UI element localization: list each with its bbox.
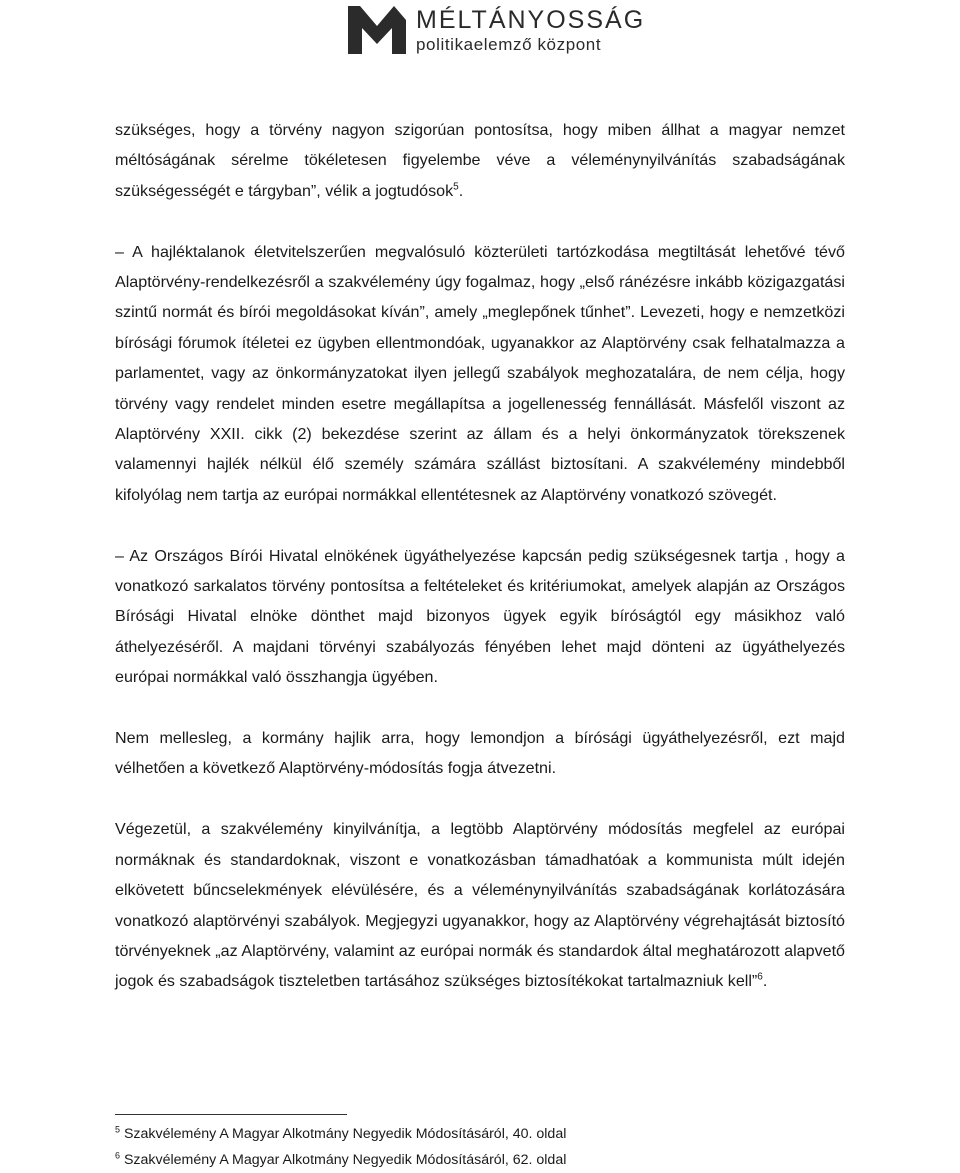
paragraph-3: – Az Országos Bírói Hivatal elnökének ügyáthelyezése kapcsán pedig szükségesnek tartja , hogy a vonatkozó sarkalatos törvény pontosítsa a feltételeket és kritériumokat, amelyek alapján az Országos Bírósági Hivatal elnöke dönthet majd bizonyos ügyek egyik bíróságtól egy másikhoz való áthelyezéséről. A majdani törvényi szabályozás fényében lehet majd dönteni az ügyáthelyezés európai normákkal való összhangja ügyében. [115,546,845,687]
footnote-6: $^6$ Szakvélemény A Magyar Alkotmány Negyedik Módosításáról, 62. oldal [115,1150,567,1168]
page-header [348,6,645,54]
meltanyossag-logo-icon [348,6,406,54]
brand-tagline: politikaelemző központ [416,35,602,54]
footnote-ref-6: 6 [757,971,763,983]
footnotes [115,1121,845,1173]
paragraph-5: Végezetül, a szakvélemény kinyilvánítja, a legtöbb Alaptörvény módosítás megfelel az európai normáknak és standardoknak, viszont e vonatkozásban támadhatóak a kommunista múlt idején elkövetett bűncselekmények elévülésére, és a véleménynyilvánítás szabadságának korlátozására vonatkozó alaptörvényi szabályok. Megjegyzi ugyanakkor, hogy az Alaptörvény végrehajtását biztosító törvényeknek „az Alaptörvény, valamint az európai normák és standardok által meghatározott alapvető jogok és szabadságok tiszteletben tartásához szükséges biztosítékokat tartalmazniuk kell”$^6$. [115,820,845,991]
logo-text [416,6,645,55]
paragraph-1: szükséges, hogy a törvény nagyon szigorúan pontosítsa, hogy miben állhat a magyar nemzet méltóságának sérelme tökéletesen figyelembe véve a véleménynyilvánítás szabadságának szükségességét e tárgyban”, vélik a jogtudósok$^5$. [115,121,845,200]
paragraph-2: – A hajléktalanok életvitelszerűen megvalósuló közterületi tartózkodása megtiltását lehetővé tévő Alaptörvény-rendelkezésről a szakvélemény úgy fogalmaz, hogy „első ránézésre inkább közigazgatási szintű normát és bírói megoldásokat kíván”, amely „meglepőnek tűnhet”. Levezeti, hogy e nemzetközi bírósági fórumok ítéletei ez ügyben ellentmondóak, ugyanakkor az Alaptörvény csak felhatalmazza a parlamentet, vagy az önkormányzatokat ilyen jellegű szabályok meghozatalára, de nem célja, hogy törvény vagy rendelet minden esetre megállapítsa a jogellenesség fennállását. Másfelől viszont az Alaptörvény XXII. cikk (2) bekezdése szerint az állam és a helyi önkormányzatok törekszenek valamennyi hajlék nélkül élő személy számára szállást biztosítani. A szakvélemény mindebből kifolyólag nem tartja az európai normákkal ellentétesnek az Alaptörvény vonatkozó szövegét. [115,242,845,504]
footnote-ref-5: 5 [453,181,459,193]
footnote-divider [115,1114,347,1115]
document-body [115,115,845,1027]
paragraph-4: Nem mellesleg, a kormány hajlik arra, hogy lemondjon a bírósági ügyáthelyezésről, ezt majd vélhetően a következő Alaptörvény-módosítás fogja átvezetni. [115,729,845,778]
footnote-5: $^5$ Szakvélemény A Magyar Alkotmány Negyedik Módosításáról, 40. oldal [115,1124,567,1142]
brand-name: MÉLTÁNYOSSÁG [416,6,646,34]
